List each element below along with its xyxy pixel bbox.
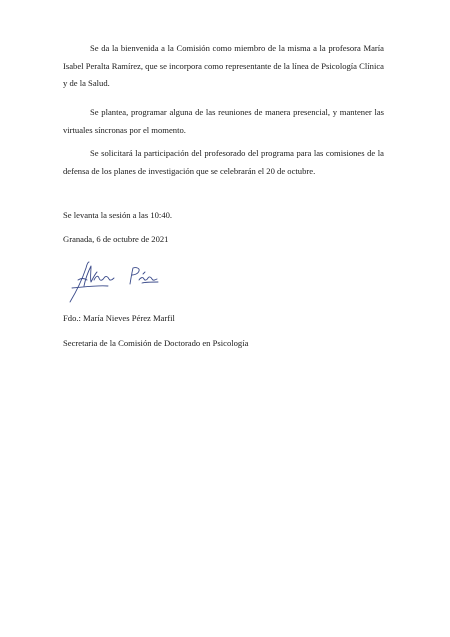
handwritten-signature (64, 256, 164, 304)
signer-role: Secretaria de la Comisión de Doctorado en Psicología (63, 338, 249, 348)
closing-statement: Se levanta la sesión a las 10:40. (63, 210, 173, 220)
signed-by: Fdo.: María Nieves Pérez Marfil (63, 313, 175, 323)
place-and-date: Granada, 6 de octubre de 2021 (63, 234, 169, 244)
paragraph-welcome: Se da la bienvenida a la Comisión como miembro de la misma a la profesora María Isabel Peralta Ramírez, que se incorpora como representante de la línea de Psicología Clínica y de la Salud. (63, 43, 384, 88)
paragraph-meetings: Se plantea, programar alguna de las reuniones de manera presencial, y mantener las virtuales síncronas por el momento. (63, 107, 384, 135)
paragraph-commissions: Se solicitará la participación del profesorado del programa para las comisiones de la defensa de los planes de investigación que se celebrarán el 20 de octubre. (63, 148, 384, 176)
